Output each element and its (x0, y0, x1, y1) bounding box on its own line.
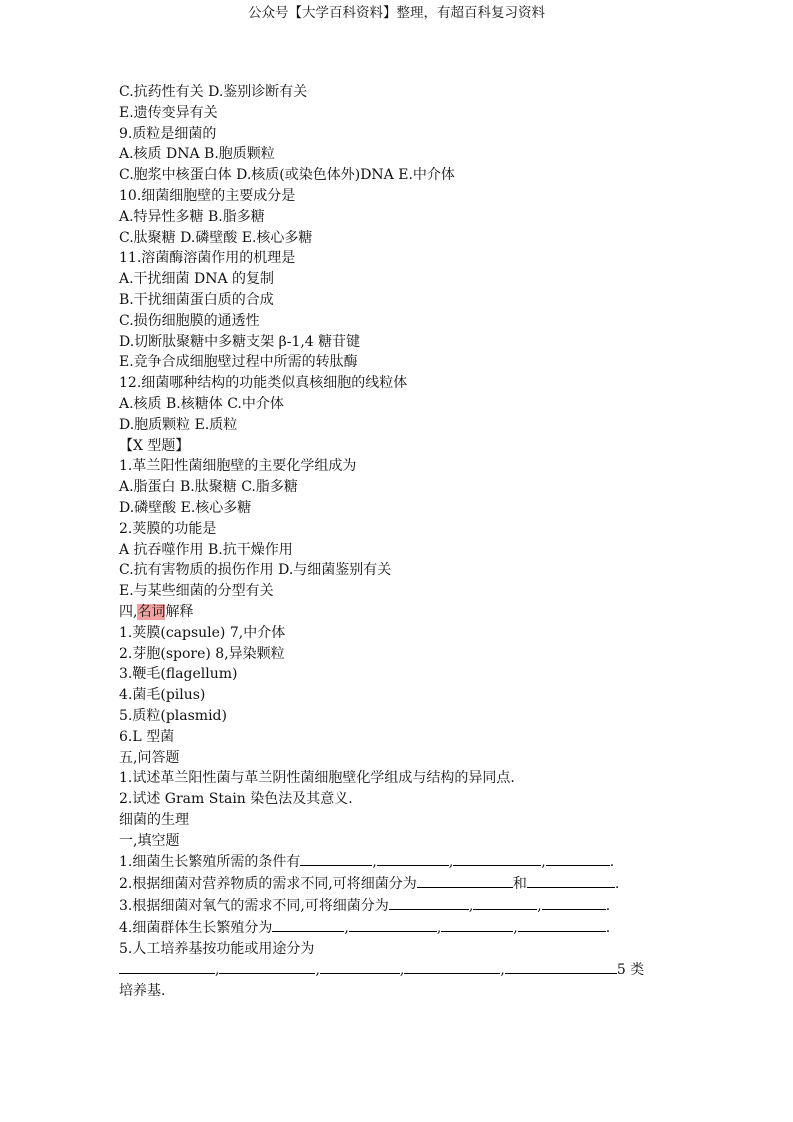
text-line: C.胞浆中核蛋白体 D.核质(或染色体外)DNA E.中介体 (119, 167, 455, 184)
text-line: 1.荚膜(capsule) 7,中介体 (119, 624, 286, 641)
page-header: 公众号【大学百科资料】整理，有超百科复习资料 (248, 5, 545, 21)
text-line: 6.L 型菌 (119, 728, 175, 745)
text-line: A 抗吞噬作用 B.抗干燥作用 (119, 541, 293, 558)
text-line: C.抗有害物质的损伤作用 D.与细菌鉴别有关 (119, 562, 392, 579)
blank-line (389, 895, 469, 910)
text-line: A.干扰细菌 DNA 的复制 (119, 271, 275, 288)
text-line: 10.细菌细胞壁的主要成分是 (119, 187, 296, 204)
text-line: 2.芽胞(spore) 8,异染颗粒 (119, 645, 285, 662)
blank-line (546, 851, 610, 866)
blank-line (527, 873, 615, 888)
blank-line (219, 959, 315, 974)
text-line: 12.细菌哪种结构的功能类似真核细胞的线粒体 (119, 375, 408, 392)
blank-line (119, 959, 215, 974)
fill-question-1: 1.细菌生长繁殖所需的条件有 , , , . (119, 851, 679, 873)
text-line: 2.荚膜的功能是 (119, 520, 217, 537)
text-line: A.特异性多糖 B.脂多糖 (119, 208, 265, 225)
text-line: C.损伤细胞膜的通透性 (119, 312, 260, 329)
fill-question-3: 3.根据细菌对氧气的需求不同,可将细菌分为 , , . (119, 895, 679, 917)
blank-line (441, 917, 513, 932)
highlighted-text: 名词 (137, 603, 166, 620)
blank-line (473, 895, 537, 910)
document-body (119, 82, 679, 1002)
blank-line (518, 917, 606, 932)
text-line: 4.菌毛(pilus) (119, 687, 206, 704)
fill-question-2: 2.根据细菌对营养物质的需求不同,可将细菌分为 和 . (119, 873, 679, 895)
text-line: D.磷壁酸 E.核心多糖 (119, 499, 252, 516)
section-heading: 一,填空题 (119, 832, 180, 849)
section-suffix: 解释 (165, 603, 194, 620)
fill-question-5-blanks: , , , , 5 类 (119, 959, 679, 981)
blank-line (417, 873, 513, 888)
text-line: 3.鞭毛(flagellum) (119, 666, 238, 683)
text-line: D.切断肽聚糖中多糖支架 β-1,4 糖苷键 (119, 333, 361, 350)
text-line: 1.试述革兰阳性菌与革兰阴性菌细胞壁化学组成与结构的异同点. (119, 770, 515, 787)
text-line: E.竞争合成细胞壁过程中所需的转肽酶 (119, 354, 358, 371)
blank-line (404, 959, 500, 974)
blank-line (377, 851, 449, 866)
text-line: 1.革兰阳性菌细胞壁的主要化学组成为 (119, 458, 357, 475)
text-line: 11.溶菌酶溶菌作用的机理是 (119, 250, 296, 267)
text-line: A.核质 DNA B.胞质颗粒 (119, 146, 275, 163)
blank-line (320, 959, 400, 974)
section-heading-terms (119, 602, 679, 623)
text-line: B.干扰细菌蛋白质的合成 (119, 291, 274, 308)
text-line: C.肽聚糖 D.磷壁酸 E.核心多糖 (119, 229, 313, 246)
fill-question-5: 5.人工培养基按功能或用途分为 (119, 940, 315, 957)
section-heading: 【X 型题】 (119, 437, 190, 454)
blank-line (349, 917, 437, 932)
text-line: 5.质粒(plasmid) (119, 707, 227, 724)
text-line: 9.质粒是细菌的 (119, 125, 217, 142)
text-line: 2.试述 Gram Stain 染色法及其意义. (119, 791, 353, 808)
blank-line (542, 895, 606, 910)
blank-line (300, 851, 372, 866)
text-line: D.胞质颗粒 E.质粒 (119, 416, 238, 433)
text-line: E.与某些细菌的分型有关 (119, 583, 274, 600)
text-line: C.抗药性有关 D.鉴别诊断有关 (119, 84, 308, 100)
fill-question-4: 4.细菌群体生长繁殖分为 , , , . (119, 917, 679, 939)
section-heading: 五,问答题 (119, 749, 180, 766)
text-line: A.核质 B.核糖体 C.中介体 (119, 395, 284, 412)
blank-line (505, 959, 617, 974)
blank-line (453, 851, 541, 866)
fill-question-5-end: 培养基. (119, 983, 166, 1000)
text-line: E.遗传变异有关 (119, 104, 218, 121)
chapter-title: 细菌的生理 (119, 811, 189, 828)
text-line: A.脂蛋白 B.肽聚糖 C.脂多糖 (119, 479, 298, 496)
blank-line (272, 917, 344, 932)
section-prefix: 四, (119, 603, 138, 620)
